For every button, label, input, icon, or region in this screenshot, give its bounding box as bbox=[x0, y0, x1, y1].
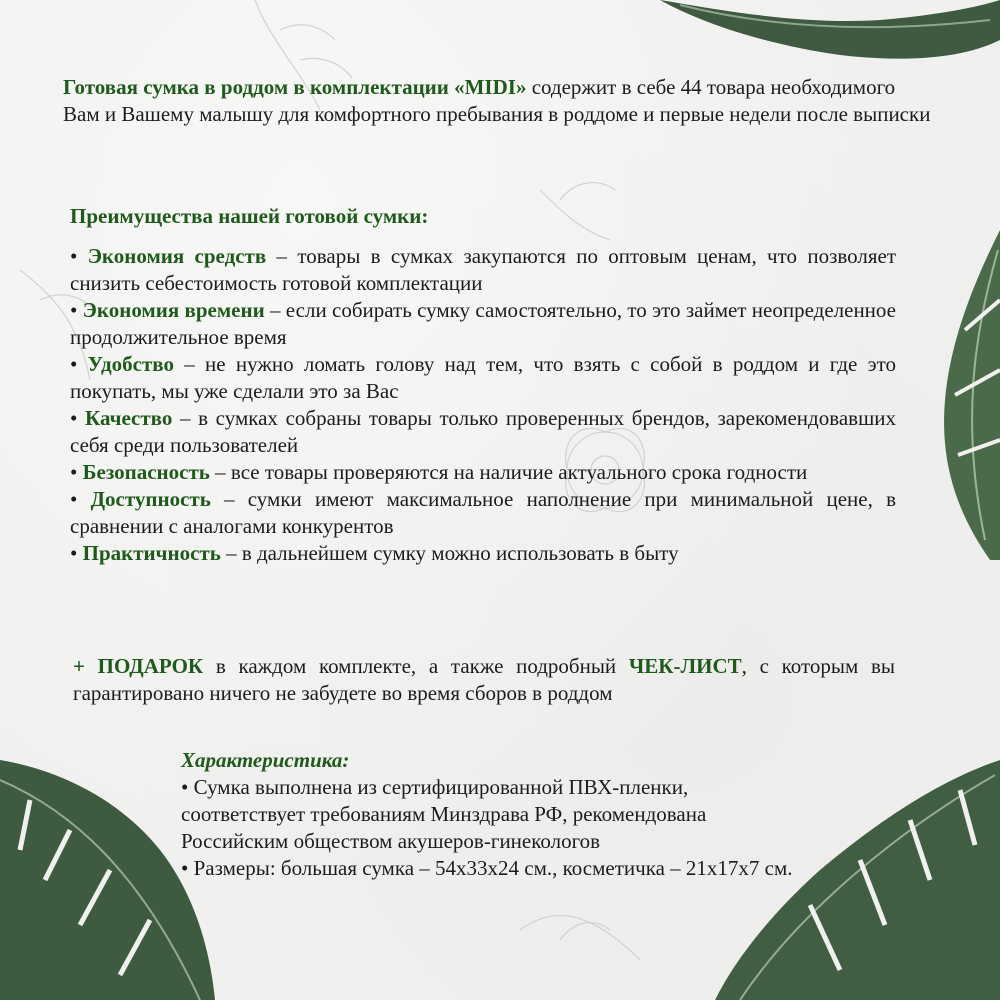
advantages-list bbox=[70, 243, 896, 567]
list-item bbox=[70, 405, 896, 459]
advantage-term: Практичность bbox=[82, 541, 221, 565]
bullet: • bbox=[70, 244, 78, 268]
floral-line-art bbox=[520, 916, 640, 960]
advantage-term: Безопасность bbox=[82, 460, 210, 484]
intro-paragraph bbox=[63, 74, 933, 128]
list-item bbox=[70, 297, 896, 351]
gift-text: в каждом комплекте, а также подробный bbox=[203, 654, 629, 678]
monstera-leaf-right bbox=[944, 230, 1000, 560]
advantage-term: Удобство bbox=[87, 352, 174, 376]
advantages-title: Преимущества нашей готовой сумки: bbox=[70, 204, 429, 228]
advantage-term: Экономия времени bbox=[82, 298, 265, 322]
list-item bbox=[70, 351, 896, 405]
monstera-leaf-top-right bbox=[660, 0, 1000, 59]
bullet: • bbox=[70, 460, 78, 484]
advantage-term: Качество bbox=[85, 406, 173, 430]
specs-section bbox=[181, 747, 801, 882]
bullet: • bbox=[70, 406, 78, 430]
bullet: • bbox=[70, 352, 78, 376]
advantage-text: – все товары проверяются на наличие актуального срока годности bbox=[209, 460, 808, 484]
gift-highlight: ПОДАРОК bbox=[97, 654, 204, 678]
intro-text: содержит в себе 44 товара необходимого Вам и Вашему малышу для комфортного пребывания в роддоме и первые недели после выписки bbox=[63, 75, 931, 126]
floral-line-art bbox=[540, 183, 615, 240]
list-item bbox=[70, 540, 896, 567]
advantage-text: – в сумках собраны товары только проверенных брендов, зарекомендовавших себя среди пользователей bbox=[70, 406, 897, 457]
list-item bbox=[70, 486, 896, 540]
checklist-highlight: ЧЕК-ЛИСТ bbox=[628, 654, 742, 678]
gift-paragraph bbox=[73, 653, 895, 707]
list-item bbox=[70, 459, 896, 486]
specs-item: • Размеры: большая сумка – 54х33х24 см., косметичка – 21х17х7 см. bbox=[181, 856, 793, 880]
gift-plus: + bbox=[73, 654, 98, 678]
bullet: • bbox=[70, 487, 78, 511]
list-item bbox=[70, 243, 896, 297]
bullet: • bbox=[70, 541, 78, 565]
intro-highlight: Готовая сумка в роддом в комплектации «MIDI» bbox=[63, 75, 527, 99]
advantage-text: – не нужно ломать голову над тем, что взять с собой в роддом и где это покупать, мы уже сделали это за Вас bbox=[70, 352, 897, 403]
advantage-text: – если собирать сумку самостоятельно, то это займет неопределенное продолжительное время bbox=[70, 298, 896, 349]
bullet: • bbox=[70, 298, 78, 322]
advantage-text: – в дальнейшем сумку можно использовать в быту bbox=[220, 541, 679, 565]
advantage-term: Экономия средств bbox=[87, 244, 267, 268]
advantage-text: – сумки имеют максимальное наполнение при минимальной цене, в сравнении с аналогами конкурентов bbox=[70, 487, 896, 538]
advantage-text: – товары в сумках закупаются по оптовым ценам, что позволяет снизить себестоимость готовой комплектации bbox=[70, 244, 896, 295]
specs-item: • Сумка выполнена из сертифицированной ПВХ-пленки, соответствует требованиям Минздрава РФ, рекомендована Российским обществом акушеров-гинекологов bbox=[181, 775, 707, 853]
gift-text-end: , с которым вы гарантировано ничего не забудете во время сборов в роддом bbox=[73, 654, 895, 705]
specs-title: Характеристика: bbox=[181, 748, 350, 772]
advantage-term: Доступность bbox=[90, 487, 211, 511]
